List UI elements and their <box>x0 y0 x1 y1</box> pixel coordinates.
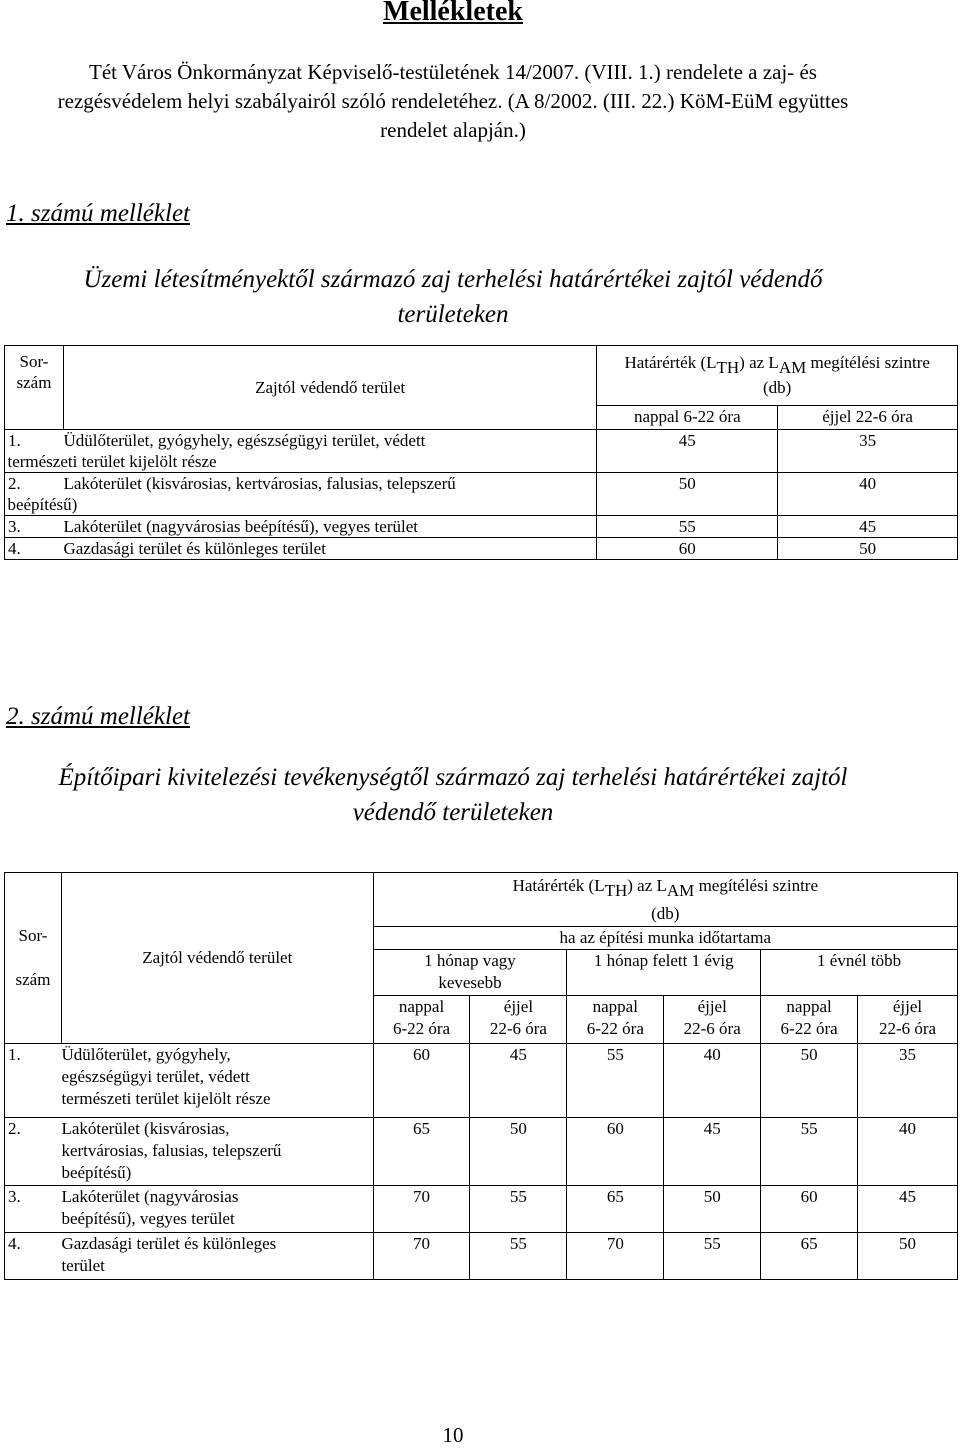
row-area-line: terület <box>61 1256 105 1275</box>
night-line: 22-6 óra <box>489 1019 547 1038</box>
value-cell: 60 <box>761 1186 858 1233</box>
value-cell: 55 <box>664 1233 761 1280</box>
limit-header-line <box>374 875 957 900</box>
value-cell: 70 <box>567 1233 664 1280</box>
row-area-line: Gazdasági terület és különleges <box>61 1234 277 1253</box>
limit-suffix: megítélési szintre <box>806 353 930 372</box>
period-long: 1 évnél több <box>761 950 958 996</box>
period-line: kevesebb <box>438 973 502 992</box>
intro-line: Tét Város Önkormányzat Képviselő-testületének 14/2007. (VIII. 1.) rendelete a zaj- és <box>89 60 817 84</box>
row-night: 40 <box>778 473 958 516</box>
table-row <box>5 473 958 516</box>
value-cell: 55 <box>470 1186 567 1233</box>
period-line: 1 hónap vagy <box>424 951 516 970</box>
col-no-line1: Sor- <box>18 926 48 945</box>
col-area-header: Zajtól védendő terület <box>61 873 373 1044</box>
row-area <box>61 1044 373 1118</box>
annex1-heading: 1. számú melléklet <box>6 200 190 227</box>
value-cell: 70 <box>373 1233 470 1280</box>
row-no: 4. <box>5 1233 62 1280</box>
limit-mid: ) az L <box>739 353 779 372</box>
row-day: 50 <box>597 473 778 516</box>
annex1-table <box>4 345 958 560</box>
row-area <box>61 1233 373 1280</box>
value-cell: 60 <box>373 1044 470 1118</box>
value-cell: 45 <box>470 1044 567 1118</box>
annex1-subtitle <box>0 262 906 332</box>
col-no-header <box>5 346 64 430</box>
period-short <box>373 950 567 996</box>
day-header <box>567 996 664 1044</box>
day-line: 6-22 óra <box>586 1019 644 1038</box>
page-number: 10 <box>442 1423 464 1447</box>
subtitle-line: területeken <box>397 301 509 328</box>
row-area-line: beépítésű) <box>7 495 78 514</box>
row-area-line: egészségügyi terület, védett <box>61 1067 250 1086</box>
day-line: nappal <box>398 997 445 1016</box>
row-area-line: beépítésű), vegyes terület <box>61 1209 235 1228</box>
day-header <box>761 996 858 1044</box>
night-line: 22-6 óra <box>683 1019 741 1038</box>
value-cell: 60 <box>567 1118 664 1186</box>
value-cell: 65 <box>567 1186 664 1233</box>
table-row <box>5 538 958 560</box>
day-header <box>373 996 470 1044</box>
row-no: 2. <box>5 473 64 516</box>
value-cell: 70 <box>373 1186 470 1233</box>
table-row <box>5 516 958 538</box>
intro-line: rezgésvédelem helyi szabályairól szóló rendeletéhez. (A 8/2002. (III. 22.) KöM-EüM együttes <box>57 89 849 113</box>
day-header: nappal 6-22 óra <box>597 406 778 430</box>
row-day: 55 <box>597 516 778 538</box>
limit-unit: (db) <box>763 378 792 397</box>
limit-prefix: Határérték (L <box>624 353 717 372</box>
limit-header-line <box>597 352 957 377</box>
value-cell: 65 <box>373 1118 470 1186</box>
value-cell: 40 <box>664 1044 761 1118</box>
night-header <box>470 996 567 1044</box>
row-area-line: Üdülőterület, gyógyhely, egészségügyi terület, védett <box>63 431 426 450</box>
row-area-line: Lakóterület (kisvárosias, <box>61 1119 230 1138</box>
row-area-line: természeti terület kijelölt része <box>7 452 217 471</box>
night-header <box>664 996 761 1044</box>
value-cell: 35 <box>858 1044 958 1118</box>
row-area-line: kertvárosias, falusias, telepszerű <box>61 1141 282 1160</box>
value-cell: 40 <box>858 1118 958 1186</box>
day-line: 6-22 óra <box>780 1019 838 1038</box>
limit-sub-am: AM <box>778 358 807 377</box>
value-cell: 50 <box>761 1044 858 1118</box>
limit-sub-th: TH <box>604 881 628 900</box>
value-cell: 50 <box>858 1233 958 1280</box>
row-no: 4. <box>5 538 64 560</box>
table-row <box>5 1233 958 1280</box>
night-line: éjjel <box>892 997 923 1016</box>
value-cell: 50 <box>664 1186 761 1233</box>
row-area-line: Lakóterület (kisvárosias, kertvárosias, falusias, telepszerű <box>63 474 456 493</box>
value-cell: 55 <box>761 1118 858 1186</box>
limit-suffix: megítélési szintre <box>694 876 818 895</box>
page-title: Mellékletek <box>383 0 523 27</box>
limit-header <box>373 873 957 927</box>
night-line: 22-6 óra <box>878 1019 937 1038</box>
day-line: nappal <box>786 997 832 1016</box>
col-area-header: Zajtól védendő terület <box>63 346 596 430</box>
row-night: 45 <box>778 516 958 538</box>
row-area-line: beépítésű) <box>61 1163 132 1182</box>
table-row <box>5 1186 958 1233</box>
row-night: 35 <box>778 430 958 473</box>
annex2-heading: 2. számú melléklet <box>6 703 190 730</box>
row-day: 60 <box>597 538 778 560</box>
night-header: éjjel 22-6 óra <box>778 406 958 430</box>
period-mid: 1 hónap felett 1 évig <box>567 950 761 996</box>
limit-sub-am: AM <box>666 881 695 900</box>
subtitle-line: Építőipari kivitelezési tevékenységtől származó zaj terhelési határértékei zajtól <box>58 764 848 791</box>
col-no-line2: szám <box>15 970 51 989</box>
row-no: 3. <box>5 516 64 538</box>
night-line: éjjel <box>697 997 727 1016</box>
row-area <box>61 1118 373 1186</box>
day-line: 6-22 óra <box>392 1019 451 1038</box>
intro-line: rendelet alapján.) <box>380 118 526 142</box>
annex2-subtitle <box>0 760 906 830</box>
row-area: Lakóterület (nagyvárosias beépítésű), vegyes terület <box>63 516 596 538</box>
limit-prefix: Határérték (L <box>512 876 605 895</box>
row-area <box>7 430 596 473</box>
value-cell: 45 <box>664 1118 761 1186</box>
value-cell: 65 <box>761 1233 858 1280</box>
row-no: 1. <box>5 1044 62 1118</box>
col-no-line1: Sor- <box>19 352 49 371</box>
day-line: nappal <box>592 997 638 1016</box>
subtitle-line: védendő területeken <box>352 799 554 826</box>
value-cell: 50 <box>470 1118 567 1186</box>
duration-header: ha az építési munka időtartama <box>373 927 957 950</box>
value-cell: 55 <box>567 1044 664 1118</box>
subtitle-line: Üzemi létesítményektől származó zaj terhelési határértékei zajtól védendő <box>83 266 823 293</box>
row-no: 3. <box>5 1186 62 1233</box>
limit-unit: (db) <box>651 904 680 923</box>
table-row <box>5 1118 958 1186</box>
row-area-line: Lakóterület (nagyvárosias <box>61 1187 239 1206</box>
row-area-line: természeti terület kijelölt része <box>61 1089 271 1108</box>
col-no-header <box>5 873 62 1044</box>
row-area <box>61 1186 373 1233</box>
row-night: 50 <box>778 538 958 560</box>
table-row <box>5 1044 958 1118</box>
row-area <box>7 473 596 516</box>
limit-sub-th: TH <box>716 358 740 377</box>
value-cell: 45 <box>858 1186 958 1233</box>
limit-mid: ) az L <box>627 876 667 895</box>
row-no: 1. <box>5 430 64 473</box>
night-header <box>858 996 958 1044</box>
intro-text <box>20 58 886 145</box>
night-line: éjjel <box>503 997 534 1016</box>
row-area-line: Üdülőterület, gyógyhely, <box>61 1045 231 1064</box>
table-row <box>5 430 958 473</box>
row-area: Gazdasági terület és különleges terület <box>63 538 596 560</box>
limit-header <box>597 346 958 406</box>
col-no-line2: szám <box>16 373 52 392</box>
row-no: 2. <box>5 1118 62 1186</box>
value-cell: 55 <box>470 1233 567 1280</box>
annex2-table <box>4 872 958 1280</box>
row-day: 45 <box>597 430 778 473</box>
